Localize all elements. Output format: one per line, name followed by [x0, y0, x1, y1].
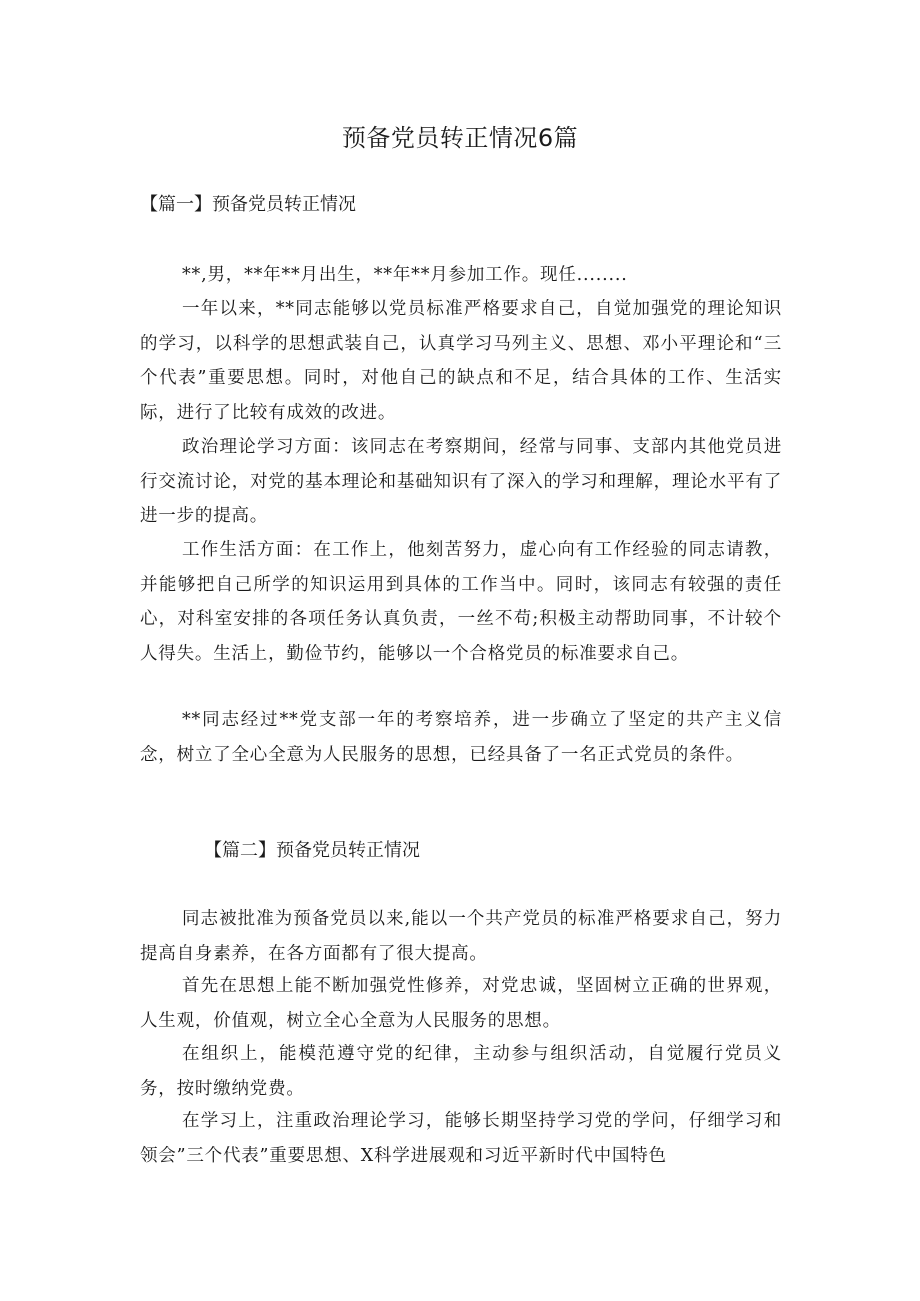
section-1-paragraph-1: **,男，**年**月出生，**年**月参加工作。现任........: [182, 265, 628, 285]
section-2-paragraph-4: 在学习上，注重政治理论学习，能够长期坚持学习党的学问，仔细学习和领会”三个代表”重要思想、X科学进展观和习近平新时代中国特色: [140, 1111, 782, 1166]
section-2-heading: 【篇二】预备党员转正情况: [204, 840, 420, 861]
section-2-paragraph-1: 同志被批准为预备党员以来,能以一个共产党员的标准严格要求自己，努力提高自身素养，在各方面都有了很大提高。: [140, 909, 782, 964]
section-2-paragraph-3: 在组织上，能模范遵守党的纪律，主动参与组织活动，自觉履行党员义务，按时缴纳党费。: [140, 1044, 782, 1099]
section-1-paragraph-2: 一年以来，**同志能够以党员标准严格要求自己，自觉加强党的理论知识的学习，以科学的思想武装自己，认真学习马列主义、思想、邓小平理论和“三个代表”重要思想。同时，对他自己的缺点和不足，结合具体的工作、生活实际，进行了比较有成效的改进。: [140, 299, 782, 423]
section-2-paragraph-2: 首先在思想上能不断加强党性修养，对党忠诚，坚固树立正确的世界观，人生观，价值观，树立全心全意为人民服务的思想。: [140, 976, 782, 1031]
section-1-paragraph-3: 政治理论学习方面：该同志在考察期间，经常与同事、支部内其他党员进行交流讨论，对党的基本理论和基础知识有了深入的学习和理解，理论水平有了进一步的提高。: [140, 437, 782, 526]
section-1-paragraph-4: 工作生活方面：在工作上，他刻苦努力，虚心向有工作经验的同志请教，并能够把自己所学的知识运用到具体的工作当中。同时，该同志有较强的责任心，对科室安排的各项任务认真负责，一丝不苟;积极主动帮助同事，不计较个人得失。生活上，勤俭节约，能够以一个合格党员的标准要求自己。: [140, 540, 782, 664]
document-title: 预备党员转正情况6篇: [341, 124, 579, 152]
section-1-paragraph-5: **同志经过**党支部一年的考察培养，进一步确立了坚定的共产主义信念，树立了全心全意为人民服务的思想，已经具备了一名正式党员的条件。: [140, 710, 782, 765]
section-1-heading: 【篇一】预备党员转正情况: [140, 194, 356, 215]
